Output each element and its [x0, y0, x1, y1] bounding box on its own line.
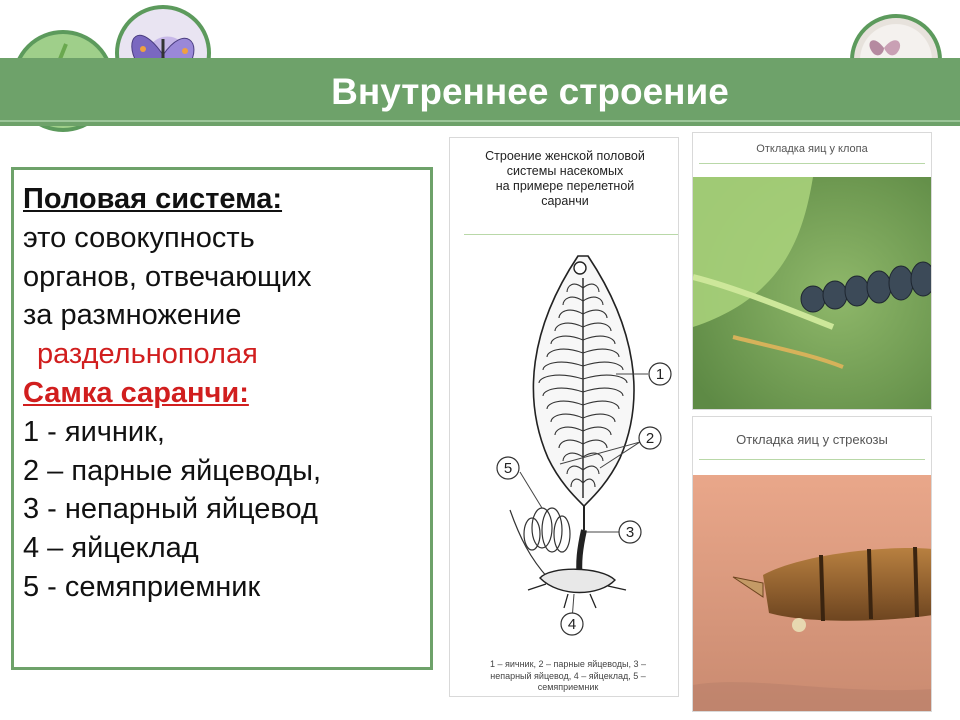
- photo-divider: [699, 459, 925, 460]
- slide-title: Внутреннее строение: [331, 71, 729, 112]
- photo-title: Откладка яиц у клопа: [756, 143, 868, 155]
- definition-line: это совокупность: [23, 221, 255, 254]
- list-item: 3 - непарный яйцевод: [23, 493, 318, 526]
- list-item: 2 – парные яйцеводы,: [23, 454, 322, 487]
- photo-divider: [699, 163, 925, 164]
- callout-4: 4: [567, 616, 577, 633]
- callout-5: 5: [503, 460, 513, 477]
- legend-line: 1 – яичник, 2 – парные яйцеводы, 3 –: [489, 659, 647, 669]
- caption-line: на примере перелетной: [495, 179, 635, 193]
- definition-line: за размножение: [23, 299, 242, 332]
- list-item: 5 - семяприемник: [23, 570, 261, 603]
- photo-dragonfly-eggs: [692, 416, 932, 712]
- callout-2: 2: [645, 430, 655, 447]
- caption-line: саранчи: [541, 194, 589, 208]
- legend-line: семяприемник: [537, 682, 599, 692]
- photo-title: Откладка яиц у стрекозы: [736, 432, 888, 447]
- diagram-legend: [464, 659, 672, 694]
- definition-heading: Половая система:: [23, 183, 283, 215]
- highlight-term: раздельнополая: [37, 338, 258, 371]
- definition-line: органов, отвечающих: [23, 260, 312, 293]
- dragonfly-photo: [693, 475, 932, 712]
- legend-line: непарный яйцевод, 4 – яйцеклад, 5 –: [490, 670, 646, 681]
- ovary-drawing: [450, 138, 680, 698]
- bug-photo: [693, 177, 932, 410]
- definition-box: [11, 167, 433, 670]
- subheading: Самка саранчи:: [23, 376, 249, 409]
- list-item: 1 - яичник,: [23, 415, 165, 448]
- caption-line: системы насекомых: [506, 164, 624, 178]
- anatomy-diagram: [449, 137, 679, 697]
- photo-bug-eggs: [692, 132, 932, 410]
- callout-1: 1: [655, 366, 665, 383]
- list-item: 4 – яйцеклад: [23, 532, 199, 565]
- callout-3: 3: [625, 524, 635, 541]
- caption-line: Строение женской половой: [485, 149, 645, 163]
